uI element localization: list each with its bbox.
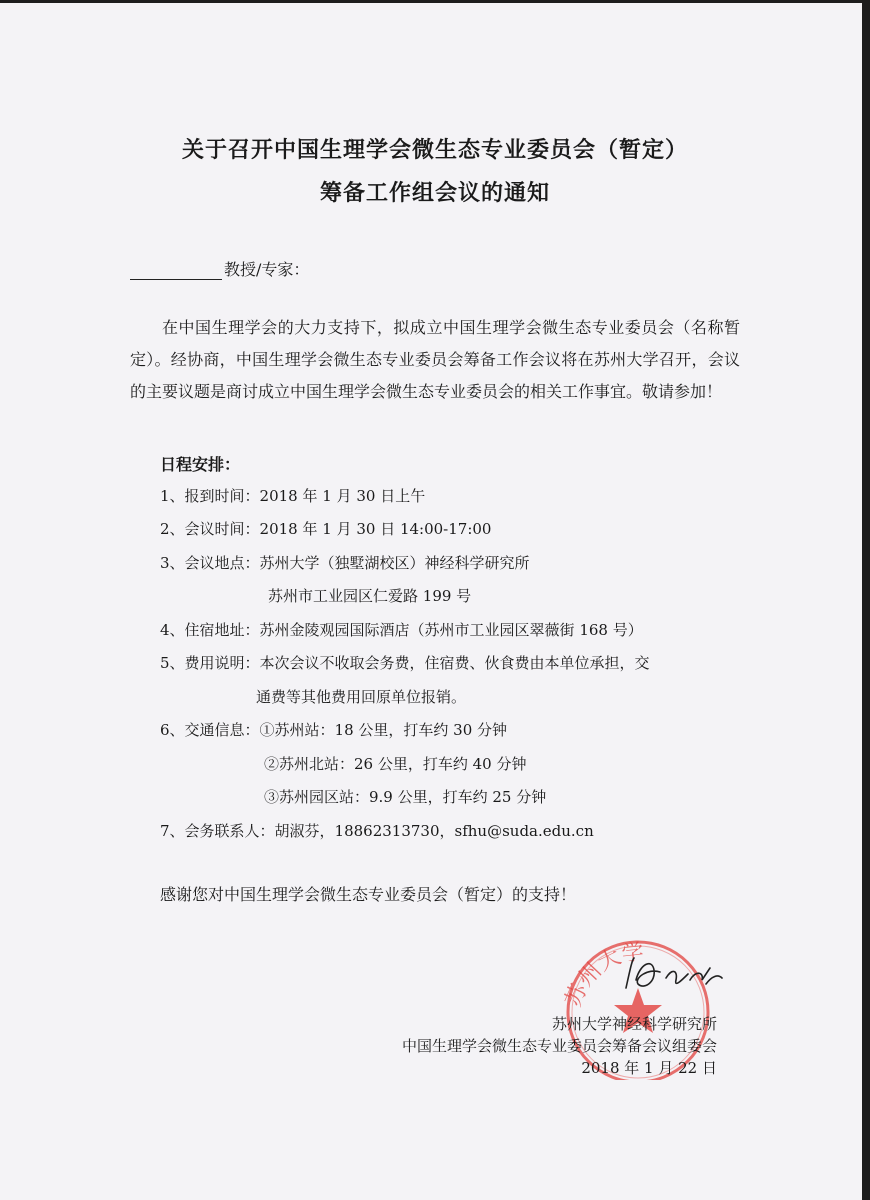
intro-line: 宜。敬请参加！ [610, 382, 723, 401]
item-lodging: 4、住宿地址：苏州金陵观园国际酒店（苏州市工业园区翠薇街 168 号） [160, 621, 643, 639]
intro-line: 在中国生理学会的大力支持下，拟成立中国生理学会微生态专业委员会（名 [162, 318, 708, 337]
item-venue: 3、会议地点：苏州大学（独墅湖校区）神经科学研究所 [160, 554, 530, 572]
item-checkin-time: 1、报到时间：2018 年 1 月 30 日上午 [160, 487, 426, 505]
item-transport-2: ②苏州北站：26 公里，打车约 40 分钟 [264, 755, 527, 773]
item-transport-1: 6、交通信息：①苏州站：18 公里，打车约 30 分钟 [160, 721, 508, 739]
intro-line: 称暂定）。经协商，中国生理学会微生态专业委员会筹备工作会议将在苏州大学 [130, 318, 740, 369]
signature-date: 2018 年 1 月 22 日 [581, 1059, 717, 1077]
scan-edge-top [0, 0, 870, 3]
item-fees: 5、费用说明：本次会议不收取会务费，住宿费、伙食费由本单位承担，交 [160, 654, 650, 672]
title-line-2: 筹备工作组会议的通知 [319, 181, 550, 206]
salutation-text: 教授/专家： [224, 260, 310, 279]
item-venue-address: 苏州市工业园区仁爱路 199 号 [268, 587, 472, 605]
item-meeting-time: 2、会议时间：2018 年 1 月 30 日 14:00-17:00 [160, 520, 492, 538]
salutation [130, 257, 309, 280]
item-contact: 7、会务联系人：胡淑芬，18862313730，sfhu@suda.edu.cn [160, 822, 594, 840]
item-transport-3: ③苏州园区站：9.9 公里，打车约 25 分钟 [264, 788, 547, 806]
item-fees-cont: 通费等其他费用回原单位报销。 [256, 688, 467, 706]
signature-org-2: 中国生理学会微生态专业委员会筹备会议组委会 [401, 1037, 717, 1055]
schedule-heading: 日程安排： [160, 455, 241, 474]
intro-paragraph [130, 312, 740, 408]
intro-line: 召开，会议的主要议题是商讨成立中国生理学会微生态专业委员会的相关工作事 [130, 350, 740, 401]
signature-org-1: 苏州大学神经科学研究所 [551, 1015, 717, 1033]
seal-text: 苏州大学 [561, 940, 645, 1011]
name-blank-line [130, 263, 222, 280]
handwritten-signature [618, 950, 728, 1000]
title-line-1: 关于召开中国生理学会微生态专业委员会（暂定） [181, 138, 688, 163]
closing-line: 感谢您对中国生理学会微生态专业委员会（暂定）的支持！ [160, 885, 577, 904]
